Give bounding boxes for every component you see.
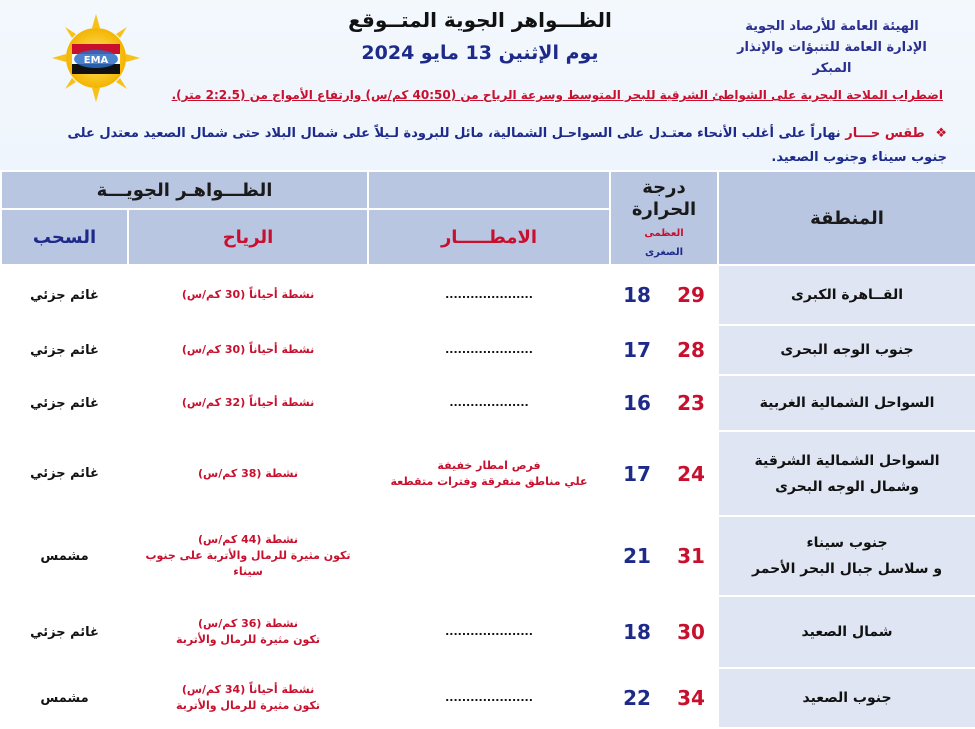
temperature-header: درجة الحرارة العظمى الصغرى <box>610 171 718 265</box>
temp-min-cell: 18 <box>610 596 664 668</box>
wind-header: الرياح <box>128 209 368 265</box>
temp-max-cell: 29 <box>664 265 718 325</box>
phenomena-header: الظـــواهـر الجويـــة <box>1 171 368 209</box>
logo-text: EMA <box>83 55 109 66</box>
diamond-bullet-icon: ❖ <box>935 126 947 141</box>
wind-cell: نشطة أحياناً (32 كم/س) <box>128 375 368 431</box>
table-row <box>1 668 975 728</box>
cloud-cell: غائم جزئي <box>1 375 128 431</box>
authority-line-1: الهيئة العامة للأرصاد الجوية <box>745 19 919 34</box>
table-row <box>1 375 975 431</box>
authority-name <box>717 16 947 79</box>
temp-min-cell: 21 <box>610 516 664 596</box>
region-cell: السواحل الشمالية الشرقية وشمال الوجه البحرى <box>718 431 975 516</box>
summary-hot: حـــار <box>845 126 881 141</box>
weather-summary <box>36 122 947 170</box>
cloud-cell: غائم جزئي <box>1 431 128 516</box>
region-cell: جنوب سيناء و سلاسل جبال البحر الأحمر <box>718 516 975 596</box>
wind-cell: نشطة (44 كم/س) تكون مثيرة للرمال والأتربة على جنوب سيناء <box>128 516 368 596</box>
wind-cell: نشطة (38 كم/س) <box>128 431 368 516</box>
rain-header: الامطـــــار <box>368 209 610 265</box>
rain-cell: ..................... <box>368 325 610 375</box>
wind-cell: نشطة (36 كم/س) تكون مثيرة للرمال والأتربة <box>128 596 368 668</box>
sea-warning: اضطراب الملاحة البحرية على الشواطئ الشرقية للبحر المتوسط وسرعة الرياح من (40:50 كم/س) وارتفاع الأمواج من (2:2.5 متر). <box>171 88 943 102</box>
wind-cell: نشطة أحياناً (30 كم/س) <box>128 265 368 325</box>
temp-min-cell: 17 <box>610 431 664 516</box>
table-row <box>1 325 975 375</box>
temp-max-cell: 23 <box>664 375 718 431</box>
cloud-cell: غائم جزئي <box>1 596 128 668</box>
temp-max-cell: 31 <box>664 516 718 596</box>
table-row <box>1 596 975 668</box>
temp-min-cell: 18 <box>610 265 664 325</box>
forecast-date: يوم الإثنين 13 مايو 2024 <box>361 42 599 64</box>
authority-line-2: الإدارة العامة للتنبؤات والإنذار المبكر <box>737 40 927 76</box>
temp-min-cell: 22 <box>610 668 664 728</box>
region-cell: شمال الصعيد <box>718 596 975 668</box>
temp-max-cell: 30 <box>664 596 718 668</box>
summary-part-2: نهاراً على أغلب الأنحاء معتـدل على السواحـل الشمالية، مائل للبرودة لـيلاً على شمال البلاد حتى شمال الصعيد معتدل على جنوب سيناء وجنوب الصعيد. <box>67 126 947 165</box>
region-cell: القــاهرة الكبرى <box>718 265 975 325</box>
header-spacer <box>368 171 610 209</box>
rain-cell: ..................... <box>368 668 610 728</box>
table-row <box>1 516 975 596</box>
temp-max-cell: 28 <box>664 325 718 375</box>
summary-part-1: طقس <box>884 126 925 141</box>
cloud-cell: مشمس <box>1 668 128 728</box>
temp-max-cell: 34 <box>664 668 718 728</box>
region-cell: جنوب الوجه البحرى <box>718 325 975 375</box>
region-cell: السواحل الشمالية الغربية <box>718 375 975 431</box>
forecast-table <box>0 170 975 729</box>
cloud-header: السحب <box>1 209 128 265</box>
cloud-cell: غائم جزئي <box>1 325 128 375</box>
table-row <box>1 265 975 325</box>
region-cell: جنوب الصعيد <box>718 668 975 728</box>
rain-cell: ..................... <box>368 596 610 668</box>
temp-min-cell: 17 <box>610 325 664 375</box>
page-title: الظـــواهر الجوية المتــوقع <box>348 8 612 32</box>
temp-max-cell: 24 <box>664 431 718 516</box>
rain-cell: ................... <box>368 375 610 431</box>
rain-cell: فرص امطار خفيفة علي مناطق متفرقة وفترات متقطعة <box>368 431 610 516</box>
rain-cell: ..................... <box>368 265 610 325</box>
region-header: المنطقة <box>718 171 975 265</box>
temp-min-cell: 16 <box>610 375 664 431</box>
wind-cell: نشطة أحياناً (34 كم/س) تكون مثيرة للرمال والأتربة <box>128 668 368 728</box>
rain-cell <box>368 516 610 596</box>
wind-cell: نشطة أحياناً (30 كم/س) <box>128 325 368 375</box>
table-row <box>1 431 975 516</box>
cloud-cell: مشمس <box>1 516 128 596</box>
cloud-cell: غائم جزئي <box>1 265 128 325</box>
